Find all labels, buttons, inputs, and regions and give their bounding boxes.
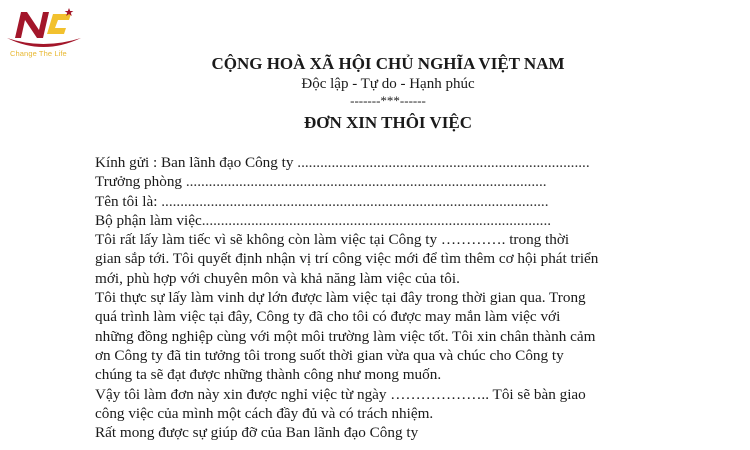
paragraph-line: Tôi thực sự lấy làm vinh dự lớn được làm việc tại đây trong thời gian qua. Trong	[95, 289, 586, 307]
paragraph-line: công việc của mình một cách đầy đủ và có trách nhiệm.	[95, 404, 434, 422]
letter-body	[95, 153, 695, 442]
field-name	[95, 192, 695, 211]
field-label: Kính gửi : Ban lãnh đạo Công ty	[95, 154, 298, 171]
paragraph-line: Rất mong được sự giúp đỡ của Ban lãnh đạo Công ty	[95, 424, 419, 442]
paragraph-line: những đồng nghiệp cùng với một môi trường làm việc tốt. Tôi xin chân thành cảm	[95, 327, 596, 345]
field-manager	[95, 172, 695, 191]
paragraph-line: ơn Công ty đã tin tưởng tôi trong suốt thời gian vừa qua và chúc cho Công ty	[95, 346, 564, 364]
motto-subheading: Độc lập - Tự do - Hạnh phúc	[301, 76, 475, 92]
paragraph-line: mới, phù hợp với chuyên môn và khả năng làm việc của tôi.	[95, 269, 460, 287]
paragraph-line: quá trình làm việc tại đây, Công ty đã cho tôi có được may mắn làm việc với	[95, 308, 561, 326]
paragraph-line: gian sắp tới. Tôi quyết định nhận vị trí công việc mới để tìm thêm cơ hội phát triển	[95, 250, 599, 268]
field-label: Trưởng phòng	[95, 173, 186, 191]
field-recipient	[95, 153, 695, 172]
fill-blank: .............................................................................	[297, 154, 590, 171]
field-label: Tên tôi là:	[95, 192, 162, 210]
nc-logo-icon	[3, 4, 83, 54]
fill-blank: ......................................................................................................	[161, 192, 549, 210]
divider-line: -------***------	[350, 93, 426, 108]
field-department	[95, 211, 695, 230]
field-label: Bộ phận làm việc	[95, 211, 202, 229]
fill-blank: ...............................................................................................	[185, 173, 547, 191]
nation-heading: CỘNG HOÀ XÃ HỘI CHỦ NGHĨA VIỆT NAM	[211, 54, 565, 73]
document-title: ĐƠN XIN THÔI VIỆC	[304, 113, 472, 132]
paragraph-line: Vậy tôi làm đơn này xin được nghỉ việc từ ngày ……………….. Tôi sẽ bàn giao	[95, 385, 586, 403]
paragraph-line: chúng ta sẽ đạt được những thành công như mong muốn.	[95, 366, 442, 384]
paragraph-line: Tôi rất lấy làm tiếc vì sẽ không còn làm việc tại Công ty …………. trong thời	[95, 231, 570, 249]
logo-tagline: Change The Life	[10, 49, 67, 58]
fill-blank: ............................................................................................	[201, 211, 552, 229]
